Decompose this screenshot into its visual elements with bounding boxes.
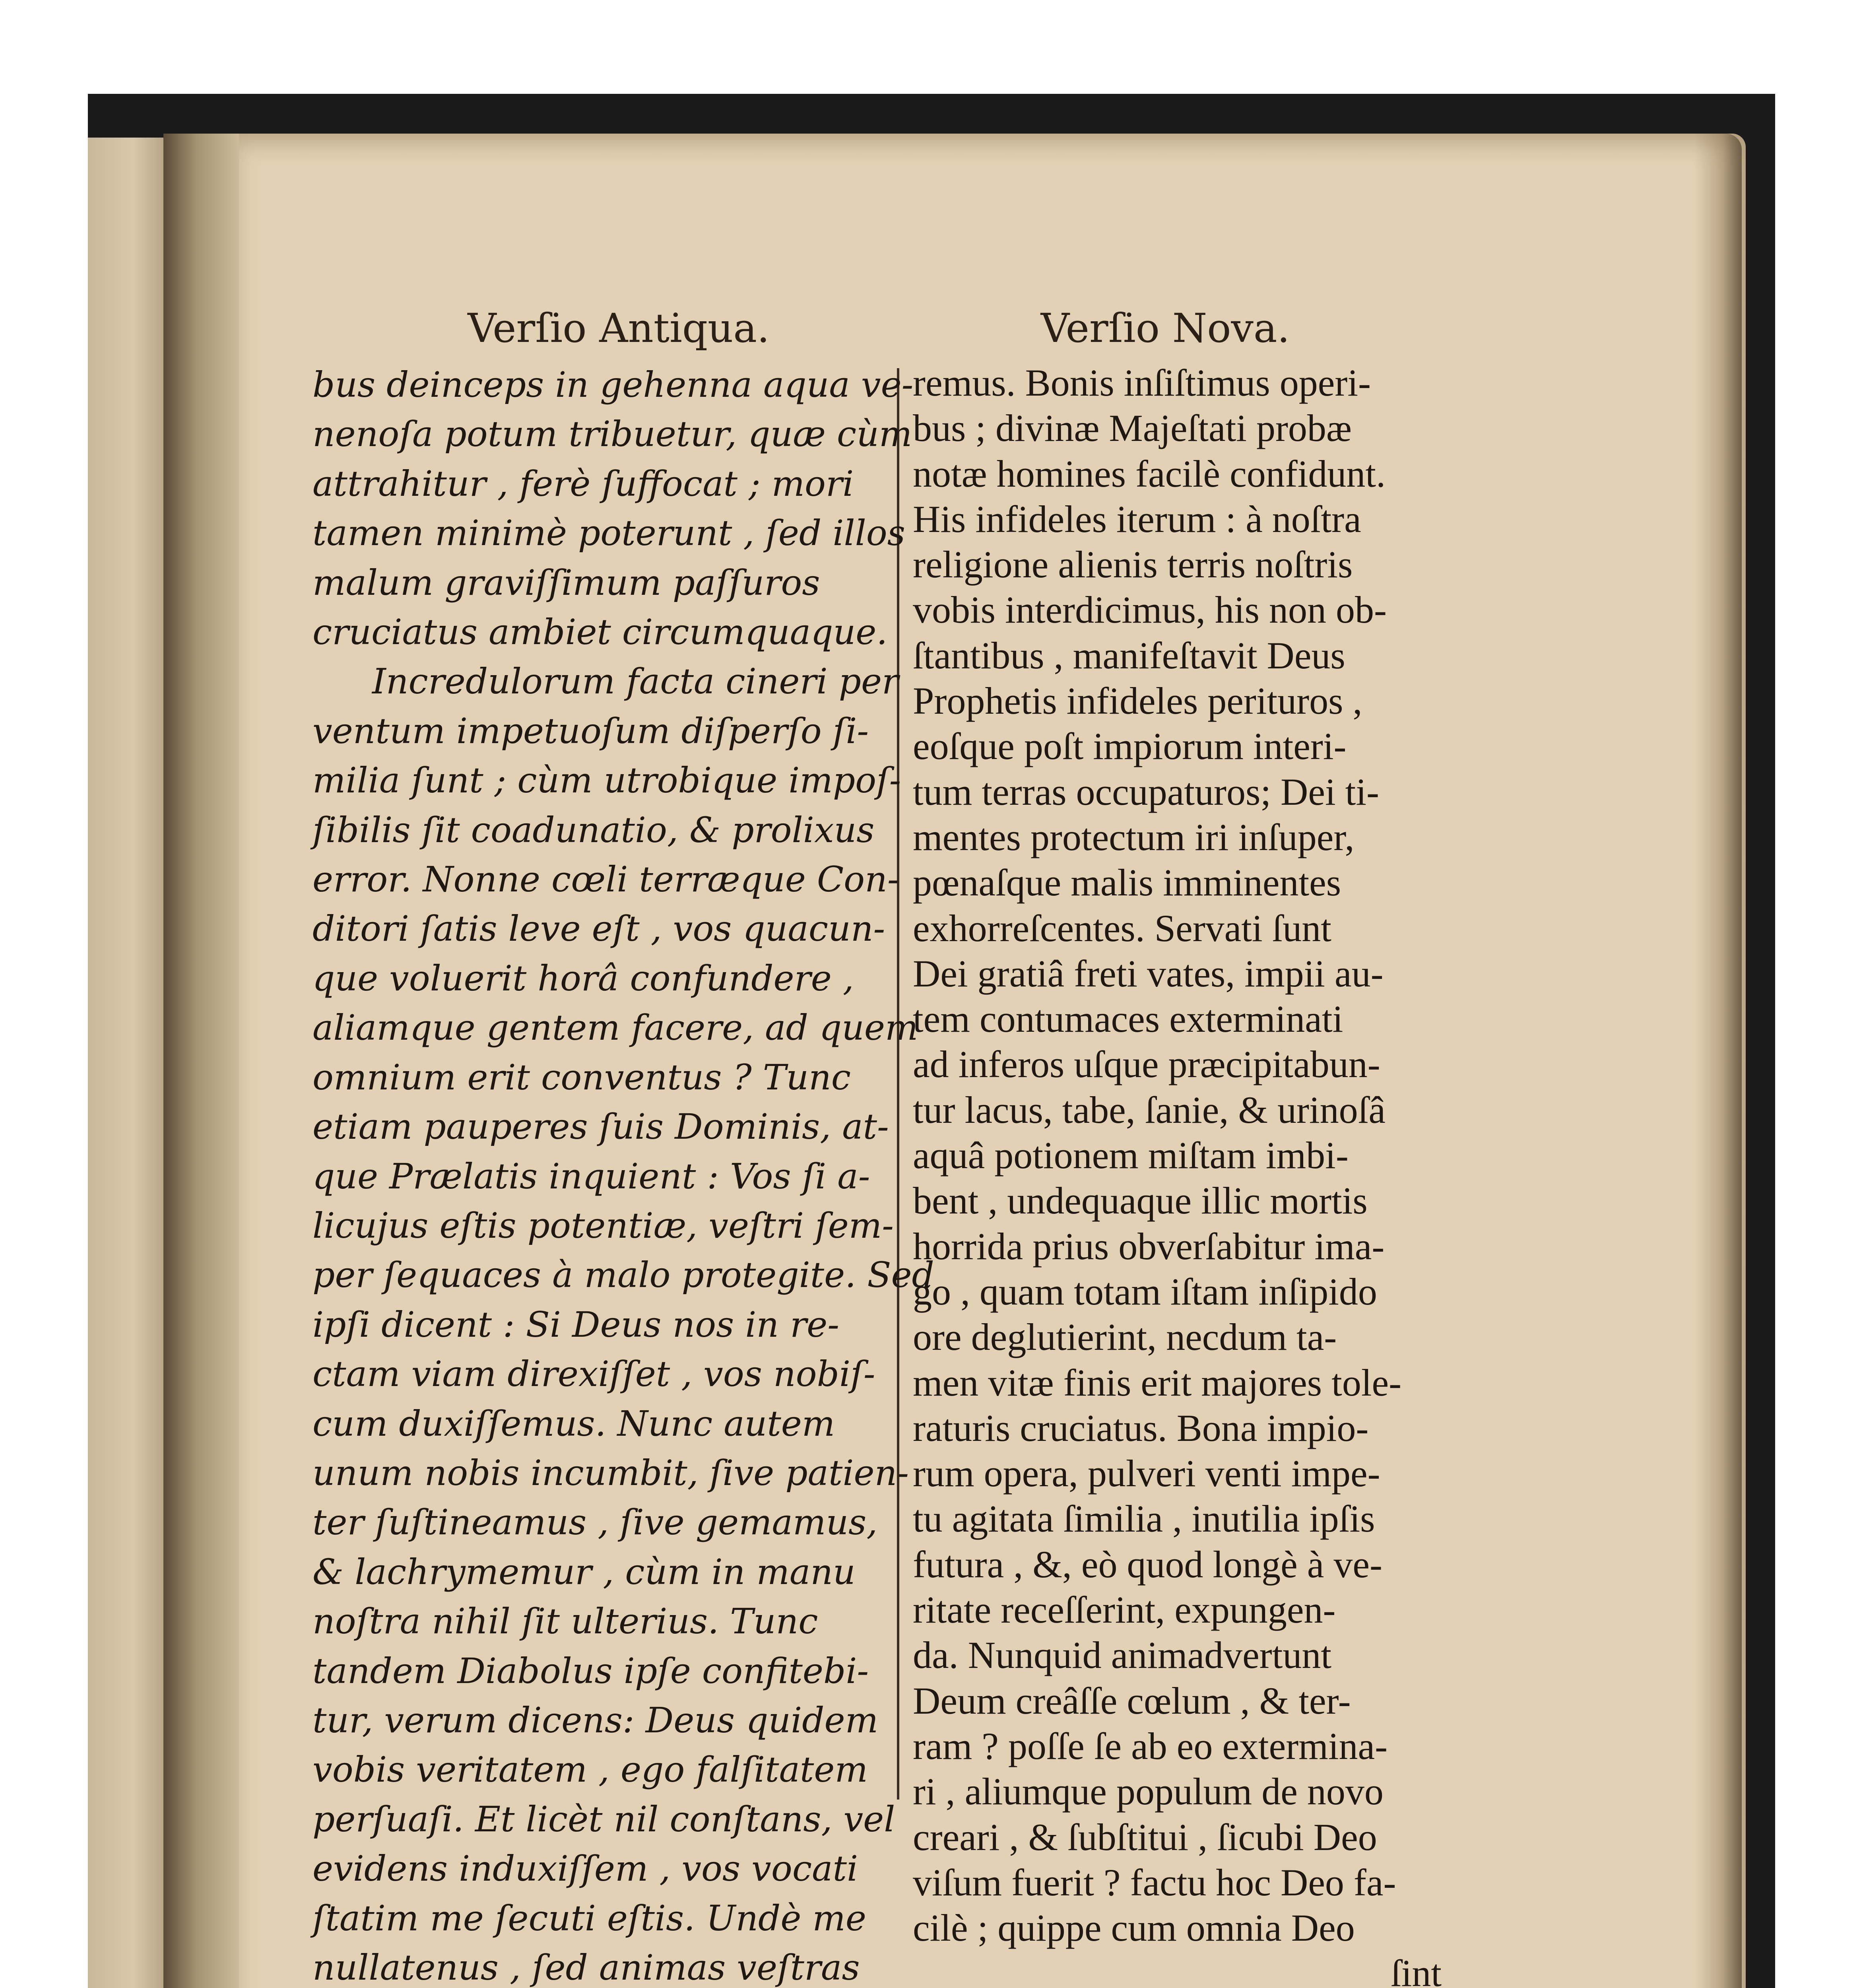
text-line: etiam pauperes ſuis Dominis, at- <box>312 1106 889 1147</box>
text-line: ſtantibus , manifeſtavit Deus <box>913 634 1345 677</box>
text-line: vobis veritatem , ego falſitatem <box>312 1749 868 1790</box>
text-line: pœnaſque malis imminentes <box>913 861 1341 904</box>
text-line: men vitæ finis erit majores tole- <box>913 1361 1402 1404</box>
text-line: Incredulorum facta cineri per <box>372 661 899 702</box>
book-gutter <box>163 134 247 1988</box>
text-line: cum duxiſſemus. Nunc autem <box>312 1403 835 1444</box>
text-line: & lachrymemur , cùm in manu <box>312 1551 856 1592</box>
scanned-book-image <box>88 94 1775 1988</box>
text-line: Deum creâſſe cœlum , & ter- <box>913 1679 1351 1722</box>
text-line: tur, verum dicens: Deus quidem <box>312 1699 879 1741</box>
text-line: ri , aliumque populum de novo <box>913 1770 1384 1813</box>
heading-versio-nova: Verſio Nova. <box>1040 305 1290 351</box>
text-line: notæ homines facilè confidunt. <box>913 452 1386 495</box>
text-line: horrida prius obverſabitur ima- <box>913 1225 1385 1268</box>
text-line: unum nobis incumbit, ſive patien- <box>312 1452 909 1493</box>
text-line: da. Nunquid animadvertunt <box>913 1634 1332 1677</box>
text-line: eoſque poſt impiorum interi- <box>913 725 1347 768</box>
text-line: ditori ſatis leve eſt , vos quacun- <box>312 908 885 949</box>
text-line: Prophetis infideles perituros , <box>913 679 1362 722</box>
left-column-text <box>312 360 934 1988</box>
facing-page-edge <box>88 138 166 1988</box>
text-line: ram ? poſſe ſe ab eo extermina- <box>913 1724 1388 1767</box>
text-line: tem contumaces exterminati <box>913 998 1343 1041</box>
text-line: cruciatus ambiet circumquaque. <box>312 612 888 653</box>
text-line: tur lacus, tabe, ſanie, & urinoſâ <box>913 1088 1386 1131</box>
text-line: nenoſa potum tribuetur, quæ cùm <box>312 414 912 455</box>
text-line: ad inferos uſque præcipitabun- <box>913 1043 1380 1086</box>
text-line: ore deglutierint, necdum ta- <box>913 1316 1337 1359</box>
page-edge-shadow <box>1694 134 1742 1988</box>
text-line: ſtatim me ſecuti eſtis. Undè me <box>312 1897 866 1939</box>
text-line: bus ; divinæ Majeſtati probæ <box>913 407 1352 450</box>
text-line: religione alienis terris noſtris <box>913 543 1353 586</box>
text-line: per ſequaces à malo protegite. Sed <box>312 1254 934 1296</box>
text-line: attrahitur , ferè ſuffocat ; mori <box>312 463 854 504</box>
text-line: Dei gratiâ freti vates, impii au- <box>913 952 1384 995</box>
text-line: tamen minimè poterunt , ſed illos <box>312 513 905 554</box>
text-line: go , quam totam iſtam inſipido <box>913 1270 1377 1313</box>
text-line: malum graviſſimum paſſuros <box>312 562 820 603</box>
text-line: tu agitata ſimilia , inutilia ipſis <box>913 1497 1375 1540</box>
text-line: cilè ; quippe cum omnia Deo <box>913 1906 1355 1949</box>
text-line: evidens induxiſſem , vos vocati <box>312 1848 858 1889</box>
text-line: tum terras occupaturos; Dei ti- <box>913 770 1379 813</box>
text-line: nullatenus , ſed animas veſtras <box>312 1947 860 1988</box>
text-line: bus deinceps in gehenna aqua ve- <box>312 364 914 405</box>
text-line: exhorreſcentes. Servati ſunt <box>913 907 1331 949</box>
text-line: perſuaſi. Et licèt nil conſtans, vel <box>312 1798 895 1840</box>
text-line: ipſi dicent : Si Deus nos in re- <box>312 1304 839 1345</box>
text-line: milia ſunt ; cùm utrobique impoſ- <box>312 760 901 801</box>
text-line: mentes protectum iri inſuper, <box>913 815 1355 858</box>
text-line: creari , & ſubſtitui , ſicubi Deo <box>913 1815 1377 1858</box>
text-line: licujus eſtis potentiæ, veſtri ſem- <box>312 1205 894 1246</box>
text-line: error. Nonne cœli terræque Con- <box>312 859 899 900</box>
text-line: ctam viam direxiſſet , vos nobiſ- <box>312 1353 875 1395</box>
text-line: tandem Diabolus ipſe confitebi- <box>312 1650 869 1691</box>
text-line: remus. Bonis inſiſtimus operi- <box>913 361 1371 404</box>
text-line: futura , &, eò quod longè à ve- <box>913 1543 1382 1586</box>
text-line: ſibilis ſit coadunatio, & prolixus <box>312 809 875 850</box>
text-line: ventum impetuoſum diſperſo ſi- <box>312 710 869 751</box>
text-line: aliamque gentem facere, ad quem <box>312 1007 918 1048</box>
text-line: bent , undequaque illic mortis <box>913 1179 1368 1222</box>
catchword: ſint <box>1390 1952 1442 1988</box>
text-line: rum opera, pulveri venti impe- <box>913 1452 1380 1495</box>
text-line: viſum fuerit ? factu hoc Deo fa- <box>913 1861 1396 1904</box>
text-line: omnium erit conventus ? Tunc <box>312 1056 851 1098</box>
text-line: vobis interdicimus, his non ob- <box>913 588 1387 631</box>
text-line: aquâ potionem miſtam imbi- <box>913 1134 1349 1177</box>
text-line: ritate receſſerint, expungen- <box>913 1588 1336 1631</box>
text-line: que voluerit horâ confundere , <box>312 957 854 999</box>
heading-versio-antiqua: Verſio Antiqua. <box>468 305 770 351</box>
right-column-text <box>913 360 1442 1988</box>
text-line: que Prælatis inquient : Vos ſi a- <box>312 1155 870 1197</box>
text-line: His infideles iterum : à noſtra <box>913 497 1361 540</box>
text-line: raturis cruciatus. Bona impio- <box>913 1406 1369 1449</box>
text-line: ter ſuſtineamus , ſive gemamus, <box>312 1502 878 1543</box>
text-line: noſtra nihil ſit ulterius. Tunc <box>312 1601 818 1642</box>
